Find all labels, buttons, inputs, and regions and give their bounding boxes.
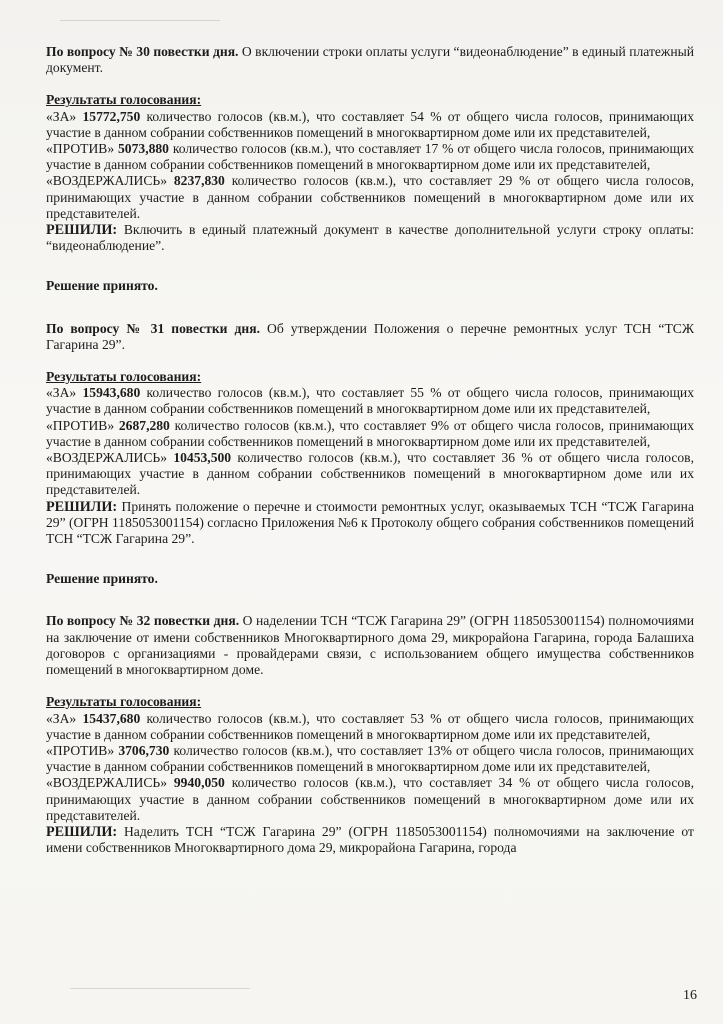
vote-label: «ЗА» bbox=[46, 385, 77, 401]
vote-for bbox=[46, 385, 694, 417]
vote-value: 5073,880 bbox=[118, 141, 169, 157]
decision-accepted: Решение принято. bbox=[46, 278, 158, 294]
vote-text: количество голосов (кв.м.), что составляет 55 % от общего числа голосов, принимающих участие в данном собрании собственников помещений в многоквартирном доме или их представителей, bbox=[46, 385, 694, 417]
question-31 bbox=[46, 321, 694, 353]
question-text: О наделении ТСН “ТСЖ Гагарина 29” (ОГРН 1185053001154) полномочиями на заключение от имени собственников Многоквартирного дома 29, микрорайона Гагарина, города Балашиха договоров с организациями - провайдерами связи, с использованием общего имущества собственников помещений в многоквартирном доме. bbox=[46, 613, 694, 678]
scan-artifact bbox=[70, 988, 250, 989]
vote-value: 10453,500 bbox=[173, 450, 232, 466]
resolution-text: Включить в единый платежный документ в качестве дополнительной услуги строку оплаты: “видеонаблюдение”. bbox=[46, 222, 694, 254]
vote-value: 2687,280 bbox=[118, 417, 170, 433]
vote-against bbox=[46, 743, 694, 775]
vote-label: «ПРОТИВ» bbox=[46, 141, 115, 157]
vote-text: количество голосов (кв.м.), что составляет 29 % от общего числа голосов, принимающих участие в данном собрании собственников помещений в многоквартирном доме или их представителей. bbox=[46, 173, 694, 221]
vote-text: количество голосов (кв.м.), что составляет 34 % от общего числа голосов, принимающих участие в данном собрании собственников помещений в многоквартирном доме или их представителей. bbox=[46, 775, 694, 823]
vote-text: количество голосов (кв.м.), что составляет 13% от общего числа голосов, принимающих участие в данном собрании собственников помещений в многоквартирном доме или их представителей, bbox=[46, 742, 694, 775]
question-32 bbox=[46, 613, 694, 678]
vote-label: «ПРОТИВ» bbox=[46, 417, 115, 433]
vote-label: «ВОЗДЕРЖАЛИСЬ» bbox=[46, 450, 168, 466]
vote-text: количество голосов (кв.м.), что составляет 53 % от общего числа голосов, принимающих участие в данном собрании собственников помещений в многоквартирном доме или их представителей, bbox=[46, 710, 694, 742]
vote-label: «ВОЗДЕРЖАЛИСЬ» bbox=[46, 775, 168, 791]
results-heading: Результаты голосования: bbox=[46, 92, 202, 108]
vote-text: количество голосов (кв.м.), что составляет 9% от общего числа голосов, принимающих участие в данном собрании собственников помещений в многоквартирном доме или их представителей, bbox=[46, 417, 694, 449]
vote-label: «ПРОТИВ» bbox=[46, 742, 115, 758]
question-text: Об утверждении Положения о перечне ремонтных услуг ТСН “ТСЖ Гагарина 29”. bbox=[46, 320, 694, 352]
results-heading: Результаты голосования: bbox=[46, 694, 202, 710]
decision-accepted: Решение принято. bbox=[46, 571, 158, 587]
vote-value: 15772,750 bbox=[82, 108, 141, 124]
page-number: 16 bbox=[683, 988, 697, 1003]
question-text: О включении строки оплаты услуги “видеонаблюдение” в единый платежный документ. bbox=[46, 44, 695, 76]
vote-abstain bbox=[46, 173, 694, 222]
resolution bbox=[46, 499, 694, 548]
results-heading: Результаты голосования: bbox=[46, 369, 202, 385]
vote-text: количество голосов (кв.м.), что составляет 17 % от общего числа голосов, принимающих участие в данном собрании собственников помещений в многоквартирном доме или их представителей, bbox=[46, 141, 694, 173]
resolution bbox=[46, 824, 694, 856]
vote-label: «ЗА» bbox=[46, 108, 77, 124]
vote-against bbox=[46, 418, 694, 450]
vote-label: «ВОЗДЕРЖАЛИСЬ» bbox=[46, 173, 168, 189]
vote-value: 9940,050 bbox=[173, 775, 225, 791]
vote-for bbox=[46, 711, 694, 743]
scan-artifact bbox=[60, 20, 220, 21]
vote-value: 15437,680 bbox=[82, 710, 141, 726]
resolution bbox=[46, 222, 694, 254]
question-lead: По вопросу № 32 повестки дня. bbox=[46, 613, 240, 629]
resolution-label: РЕШИЛИ: bbox=[46, 222, 118, 239]
vote-text: количество голосов (кв.м.), что составляет 36 % от общего числа голосов, принимающих участие в данном собрании собственников помещений в многоквартирном доме или их представителей. bbox=[46, 450, 694, 498]
resolution-text: Наделить ТСН “ТСЖ Гагарина 29” (ОГРН 1185053001154) полномочиями на заключение от имени собственников Многоквартирного дома 29, микрорайона Гагарина, города bbox=[46, 823, 694, 856]
vote-label: «ЗА» bbox=[46, 710, 77, 726]
document-body bbox=[46, 44, 694, 856]
vote-value: 8237,830 bbox=[173, 173, 225, 189]
vote-for bbox=[46, 109, 694, 141]
resolution-label: РЕШИЛИ: bbox=[46, 498, 118, 515]
question-lead: По вопросу № 30 повестки дня. bbox=[46, 44, 239, 59]
question-lead: По вопросу № 31 повестки дня. bbox=[46, 320, 260, 336]
resolution-text: Принять положение о перечне и стоимости ремонтных услуг, оказываемых ТСН “ТСЖ Гагарина 29” (ОГРН 1185053001154) согласно Приложения №6 к Протоколу общего собрания собственников помещений ТСН “ТСЖ Гагарина 29”. bbox=[46, 498, 695, 547]
vote-value: 3706,730 bbox=[118, 742, 170, 758]
resolution-label: РЕШИЛИ: bbox=[46, 823, 118, 840]
question-30 bbox=[46, 44, 694, 76]
vote-abstain bbox=[46, 450, 694, 499]
vote-abstain bbox=[46, 775, 694, 824]
vote-against bbox=[46, 141, 694, 173]
vote-text: количество голосов (кв.м.), что составляет 54 % от общего числа голосов, принимающих участие в данном собрании собственников помещений в многоквартирном доме или их представителей, bbox=[46, 108, 694, 140]
vote-value: 15943,680 bbox=[82, 385, 141, 401]
